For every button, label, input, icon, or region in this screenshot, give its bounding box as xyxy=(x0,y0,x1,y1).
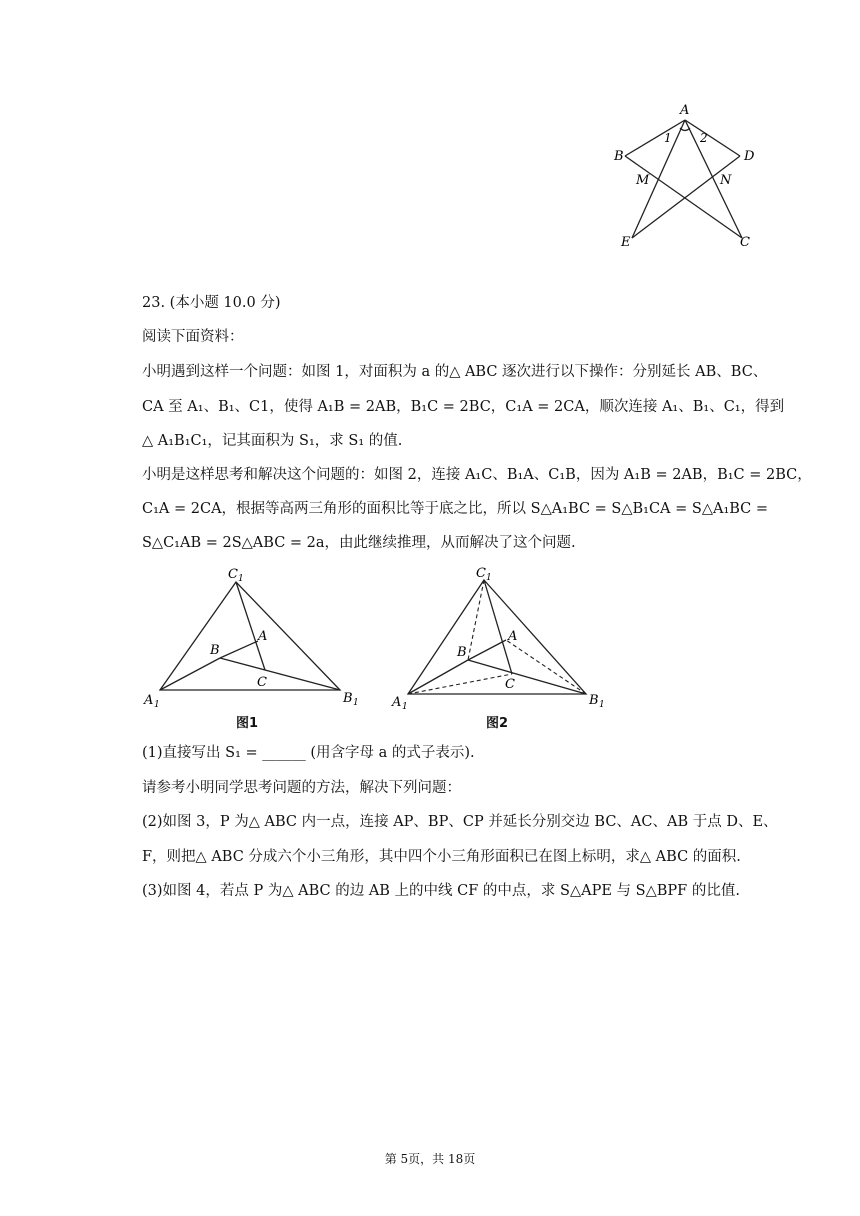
segment-ba xyxy=(468,640,506,660)
label-c1-sub: 1 xyxy=(238,574,244,584)
label-a1: A xyxy=(392,695,402,710)
problem-line-1: 小明遇到这样一个问题：如图 1，对面积为 a 的△ ABC 逐次进行以下操作：分别延长 AB、BC、 xyxy=(142,364,768,380)
label-a: A xyxy=(508,629,518,644)
segment-c1c xyxy=(236,582,268,670)
label-c1-sub: 1 xyxy=(486,573,492,583)
label-c1: C xyxy=(228,567,238,582)
segment-c1c xyxy=(484,580,512,674)
label-c: C xyxy=(257,675,267,690)
question-1: (1)直接写出 S₁ = ______ (用含字母 a 的式子表示). xyxy=(142,745,475,761)
label-c: C xyxy=(740,235,750,250)
segment-ac xyxy=(685,120,742,238)
label-b: B xyxy=(457,645,467,660)
question-2-line-1: (2)如图 3，P 为△ ABC 内一点，连接 AP、BP、CP 并延长分别交边 BC、AC、AB 于点 D、E、 xyxy=(142,814,778,830)
question-2-line-2: F，则把△ ABC 分成六个小三角形，其中四个小三角形面积已在图上标明，求△ ABC 的面积. xyxy=(142,849,741,865)
figure-star xyxy=(600,98,780,258)
label-a: A xyxy=(680,103,690,118)
segment-bb1 xyxy=(468,660,586,694)
label-b1-sub: 1 xyxy=(599,700,605,710)
label-e: E xyxy=(621,235,631,250)
question-3: (3)如图 4，若点 P 为△ ABC 的边 AB 上的中线 CF 的中点，求 S△APE 与 S△BPF 的比值. xyxy=(142,883,740,899)
figure-2 xyxy=(390,562,620,712)
segment-a1b xyxy=(160,658,220,690)
label-a1-sub: 1 xyxy=(154,700,160,710)
solution-line-3: S△C₁AB = 2S△ABC = 2a，由此继续推理，从而解决了这个问题. xyxy=(142,535,576,551)
solution-line-2: C₁A = 2CA，根据等高两三角形的面积比等于底之比，所以 S△A₁BC = S△B₁CA = S△A₁BC = xyxy=(142,501,769,517)
problem-line-2: CA 至 A₁、B₁、C1，使得 A₁B = 2AB，B₁C = 2BC，C₁A = 2CA，顺次连接 A₁、B₁、C₁，得到 xyxy=(142,399,785,415)
label-angle-2: 2 xyxy=(700,131,708,145)
label-b1-sub: 1 xyxy=(353,698,359,708)
label-b: B xyxy=(614,149,624,164)
label-c: C xyxy=(505,677,515,692)
figure-2-caption: 图2 xyxy=(486,716,509,731)
instruction-text: 请参考小明同学思考问题的方法，解决下列问题： xyxy=(142,780,461,796)
problem-line-3: △ A₁B₁C₁，记其面积为 S₁，求 S₁ 的值. xyxy=(142,433,403,449)
triangle-a1b1c1 xyxy=(160,582,340,690)
label-d: D xyxy=(744,149,755,164)
question-header: 23. (本小题 10.0 分) xyxy=(142,295,281,311)
label-n: N xyxy=(720,173,732,188)
dashed-b1a xyxy=(506,640,586,694)
label-c1: C xyxy=(476,566,486,581)
label-b1: B xyxy=(343,691,353,706)
page-footer: 第 5页，共 18页 xyxy=(384,1152,476,1166)
label-b1: B xyxy=(589,693,599,708)
intro-text: 阅读下面资料： xyxy=(142,329,244,345)
label-a1: A xyxy=(144,693,154,708)
label-a: A xyxy=(258,629,268,644)
dashed-a1c xyxy=(408,674,512,694)
label-a1-sub: 1 xyxy=(402,702,408,712)
segment-bb1 xyxy=(220,658,340,690)
label-angle-1: 1 xyxy=(664,131,672,145)
figure-1 xyxy=(140,562,370,712)
segment-ba xyxy=(220,641,258,658)
solution-line-1: 小明是这样思考和解决这个问题的：如图 2，连接 A₁C、B₁A、C₁B，因为 A₁B = 2AB，B₁C = 2BC， xyxy=(142,467,812,483)
triangle-a1b1c1 xyxy=(408,580,586,694)
segment-a1b xyxy=(408,660,468,694)
label-b: B xyxy=(210,643,220,658)
label-m: M xyxy=(636,173,650,188)
segment-ba xyxy=(625,120,685,156)
figure-1-caption: 图1 xyxy=(236,716,259,731)
